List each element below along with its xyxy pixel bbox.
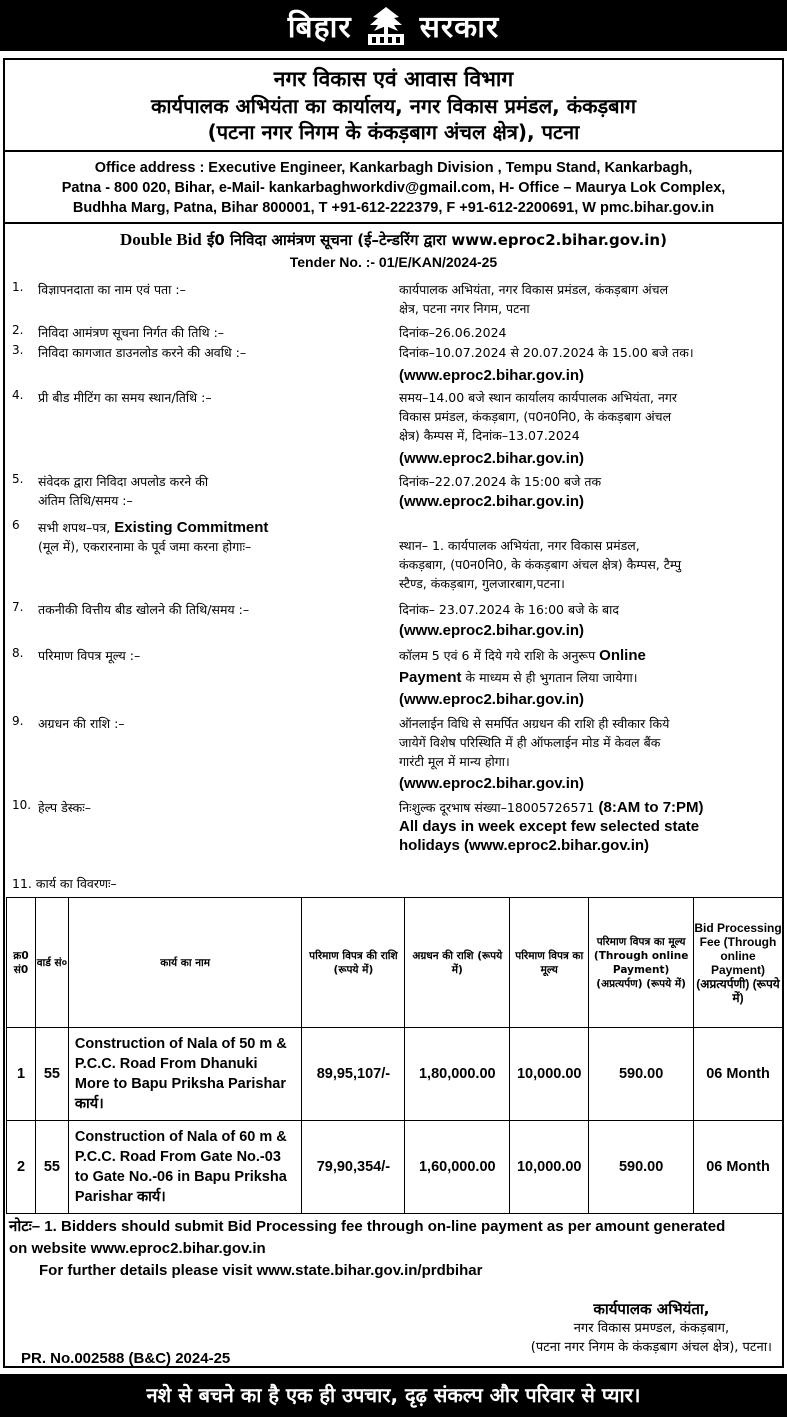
table-cell: 06 Month xyxy=(694,1028,783,1121)
item-label: विज्ञापनदाता का नाम एवं पता :– xyxy=(38,282,186,297)
notice-frame xyxy=(3,58,784,1368)
value-line: All days in week except few selected state xyxy=(399,818,700,835)
value-line: स्टैण्ड, कंकड़बाग, गुलजारबाग,पटना। xyxy=(399,576,565,591)
helpdesk-hours: (8:AM to 7:PM) xyxy=(594,799,704,816)
works-table xyxy=(6,897,783,1214)
label-line: (मूल में), एकरारनामा के पूर्व जमा करना होगाः– xyxy=(38,539,252,554)
value-line: ऑनलाईन विधि से समर्पित अग्रधन की राशि ही स्वीकार किये xyxy=(399,716,670,731)
column-header: Bid Processing Fee (Through online Payment) (अप्रत्यर्पणी) (रूपये में) xyxy=(694,898,783,1028)
column-header: परिमाण विपत्र का मूल्य xyxy=(510,898,589,1028)
item-number: 8. xyxy=(12,646,24,660)
tender-number: Tender No. :- 01/E/KAN/2024-25 xyxy=(289,254,498,270)
column-header: कार्य का नाम xyxy=(68,898,302,1028)
eproc-link[interactable]: (www.eproc2.bihar.gov.in) xyxy=(399,691,585,708)
notice-title-hi: ई0 निविदा आमंत्रण सूचना (ई–टेन्डरिंग द्वारा www.eproc2.bihar.gov.in) xyxy=(201,231,667,249)
value-line: कॉलम 5 एवं 6 में दिये गये राशि के अनुरूप xyxy=(399,648,600,663)
value-line: कार्यपालक अभियंता, नगर विकास प्रमंडल, कंकड़बाग अंचल xyxy=(399,282,669,297)
office-area: (पटना नगर निगम के कंकड़बाग अंचल क्षेत्र), पटना xyxy=(207,120,580,144)
value-en: Online xyxy=(599,647,646,664)
table-cell: 590.00 xyxy=(589,1028,694,1121)
works-title-text: 11. कार्य का विवरणः– xyxy=(12,876,117,891)
table-row xyxy=(7,1121,783,1214)
table-cell: 55 xyxy=(35,1121,68,1214)
item-number: 10. xyxy=(12,798,32,812)
note-line: on website www.eproc2.bihar.gov.in xyxy=(9,1240,266,1257)
note-block xyxy=(9,1216,781,1282)
item-label: हेल्प डेस्कः– xyxy=(38,800,91,815)
value-line: दिनांक–10.07.2024 से 20.07.2024 के 15.00 बजे तक। xyxy=(399,345,694,360)
value-line: विकास प्रमंडल, कंकड़बाग, (प0न0नि0, के कंकड़बाग अंचल xyxy=(399,409,672,424)
address-line-3: Budhha Marg, Patna, Bihar 800001, T +91-612-222379, F +91-612-2200691, W pmc.bihar.gov.in xyxy=(72,200,715,216)
value-en: Payment xyxy=(399,669,462,686)
table-cell: 1 xyxy=(7,1028,36,1121)
pr-number: PR. No.002588 (B&C) 2024-25 xyxy=(21,1350,231,1367)
value-line: दिनांक–22.07.2024 के 15:00 बजे तक xyxy=(399,474,602,489)
item-value xyxy=(399,343,779,385)
value-line: दिनांक–26.06.2024 xyxy=(399,325,507,340)
value-line: क्षेत्र) कैम्पस में, दिनांक–13.07.2024 xyxy=(399,428,580,443)
address-line-1: Office address : Executive Engineer, Kankarbagh Division , Tempu Stand, Kankarbagh, xyxy=(94,160,693,176)
eproc-link[interactable]: (www.eproc2.bihar.gov.in) xyxy=(399,622,585,639)
table-cell: Construction of Nala of 60 m & P.C.C. Road From Gate No.-03 to Gate No.-06 in Bapu Priksha Parishar कार्य। xyxy=(68,1121,302,1214)
table-cell: 1,80,000.00 xyxy=(405,1028,510,1121)
header-left-text: बिहार xyxy=(287,10,352,45)
column-header: परिमाण विपत्र की राशि (रूपये में) xyxy=(302,898,405,1028)
item-number: 3. xyxy=(12,343,24,357)
office-address xyxy=(5,158,782,218)
item-number: 2. xyxy=(12,323,24,337)
value-line: समय–14.00 बजे स्थान कार्यालय कार्यपालक अभियंता, नगर xyxy=(399,390,678,405)
table-cell: 10,000.00 xyxy=(510,1121,589,1214)
label-line: सभी शपथ–पत्र, xyxy=(38,520,115,535)
table-cell: 590.00 xyxy=(589,1121,694,1214)
value-line: के माध्यम से ही भुगतान लिया जायेगा। xyxy=(461,670,638,685)
header-band xyxy=(0,0,787,51)
eproc-link[interactable]: (www.eproc2.bihar.gov.in) xyxy=(399,493,585,510)
bodhi-tree-emblem-icon xyxy=(362,4,410,48)
item-label xyxy=(38,472,388,510)
value-line: holidays (www.eproc2.bihar.gov.in) xyxy=(399,837,650,854)
value-line: जायेगें विशेष परिस्थिति में ही ऑफलाईन मोड में केवल बैंक xyxy=(399,735,661,750)
signatory-title: कार्यपालक अभियंता, xyxy=(593,1300,710,1318)
label-line: अंतिम तिथि/समय :– xyxy=(38,493,133,508)
divider xyxy=(5,150,782,152)
item-label xyxy=(38,518,388,556)
item-label: परिमाण विपत्र मूल्य :– xyxy=(38,648,141,663)
value-line: गारंटी मूल में मान्य होगा। xyxy=(399,754,510,769)
office-name: कार्यपालक अभियंता का कार्यालय, नगर विकास प्रमंडल, कंकड़बाग xyxy=(150,94,637,118)
item-number: 7. xyxy=(12,600,24,614)
table-cell: Construction of Nala of 50 m & P.C.C. Road From Dhanuki More to Bapu Priksha Parishar कार्य। xyxy=(68,1028,302,1121)
label-line: संवेदक द्वारा निविदा अपलोड करने की xyxy=(38,474,209,489)
item-label: निविदा आमंत्रण सूचना निर्गत की तिथि :– xyxy=(38,325,225,340)
value-line: दिनांक– 23.07.2024 के 16:00 बजे के बाद xyxy=(399,602,619,617)
item-value xyxy=(399,600,779,640)
column-header: वार्ड सं० xyxy=(35,898,68,1028)
value-line: क्षेत्र, पटना नगर निगम, पटना xyxy=(399,301,530,316)
department-name: नगर विकास एवं आवास विभाग xyxy=(273,67,514,91)
table-header-row xyxy=(7,898,783,1028)
divider xyxy=(5,222,782,224)
notice-title-en: Double Bid xyxy=(120,230,202,249)
item-label: निविदा कागजात डाउनलोड करने की अवधि :– xyxy=(38,345,247,360)
item-value xyxy=(399,536,779,593)
column-header: अग्रधन की राशि (रूपये में) xyxy=(405,898,510,1028)
table-cell: 89,95,107/- xyxy=(302,1028,405,1121)
address-line-2: Patna - 800 020, Bihar, e-Mail- kankarbaghworkdiv@gmail.com, H- Office – Maurya Lok Complex, xyxy=(61,180,726,196)
table-cell: 55 xyxy=(35,1028,68,1121)
item-number: 4. xyxy=(12,388,24,402)
note-line: For further details please visit www.state.bihar.gov.in/prdbihar xyxy=(39,1262,483,1279)
item-label: अग्रधन की राशि :– xyxy=(38,716,125,731)
table-row xyxy=(7,1028,783,1121)
helpdesk-phone: निःशुल्क दूरभाष संख्या–18005726571 xyxy=(399,800,595,815)
item-value xyxy=(399,714,779,793)
table-cell: 10,000.00 xyxy=(510,1028,589,1121)
item-value xyxy=(399,280,779,318)
eproc-link[interactable]: (www.eproc2.bihar.gov.in) xyxy=(399,367,585,384)
item-value xyxy=(399,646,779,709)
header-right-text: सरकार xyxy=(419,10,500,45)
column-header: क्र0 सं0 xyxy=(7,898,36,1028)
item-value xyxy=(399,472,779,511)
item-label: प्री बीड मीटिंग का समय स्थान/तिथि :– xyxy=(38,390,212,405)
note-line: नोटः– 1. Bidders should submit Bid Processing fee through on-line payment as per amount generated xyxy=(9,1218,726,1235)
table-cell: 06 Month xyxy=(694,1121,783,1214)
item-number: 5. xyxy=(12,472,24,486)
notice-title xyxy=(5,230,782,250)
eproc-link[interactable]: (www.eproc2.bihar.gov.in) xyxy=(399,450,585,467)
value-line: कंकड़बाग, (प0न0नि0, के कंकड़बाग अंचल क्षेत्र) कैम्पस, टैम्पु xyxy=(399,557,682,572)
table-cell: 1,60,000.00 xyxy=(405,1121,510,1214)
item-value xyxy=(399,798,779,855)
item-number: 6 xyxy=(12,518,20,532)
item-value xyxy=(399,388,779,468)
eproc-link[interactable]: (www.eproc2.bihar.gov.in) xyxy=(399,775,585,792)
table-cell: 2 xyxy=(7,1121,36,1214)
item-value xyxy=(399,323,779,342)
signatory-area: (पटना नगर निगम के कंकड़बाग अंचल क्षेत्र), पटना। xyxy=(530,1340,772,1355)
footer-slogan: नशे से बचने का है एक ही उपचार, दृढ़ संकल्प और परिवार से प्यार। xyxy=(0,1374,787,1417)
column-header: परिमाण विपत्र का मूल्य (Through online Payment) (अप्रत्यर्पण) (रूपये में) xyxy=(589,898,694,1028)
value-line: स्थान– 1. कार्यपालक अभियंता, नगर विकास प्रमंडल, xyxy=(399,538,640,553)
label-en: Existing Commitment xyxy=(114,519,269,536)
item-label: तकनीकी वित्तीय बीड खोलने की तिथि/समय :– xyxy=(38,602,250,617)
table-cell: 79,90,354/- xyxy=(302,1121,405,1214)
signatory-office: नगर विकास प्रमण्डल, कंकड़बाग, xyxy=(573,1321,730,1336)
signature-block xyxy=(531,1300,772,1357)
item-number: 9. xyxy=(12,714,24,728)
item-number: 1. xyxy=(12,280,24,294)
